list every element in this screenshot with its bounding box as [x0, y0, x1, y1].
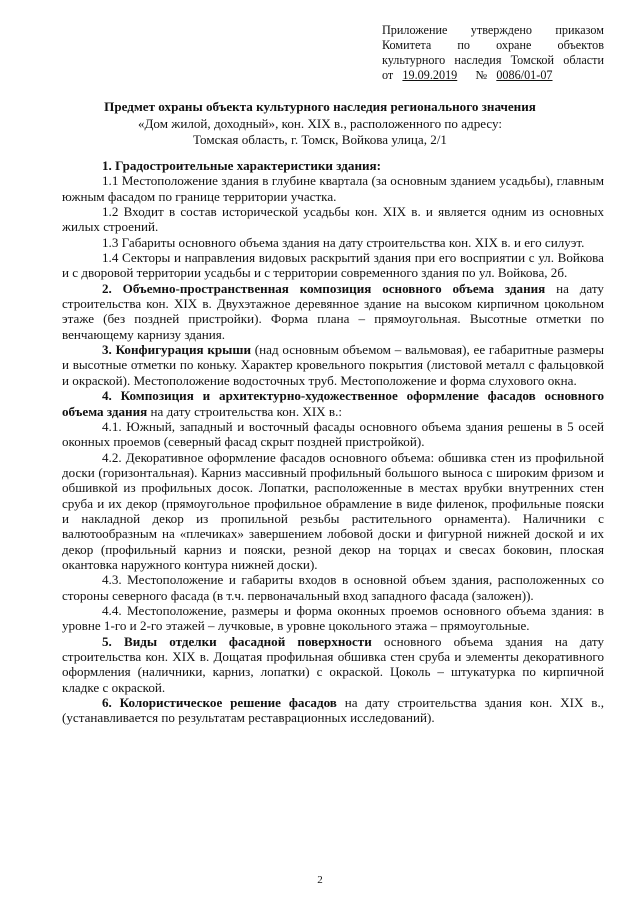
approval-number: 0086/01-07 — [496, 68, 553, 82]
paragraph-4-3: 4.3. Местоположение и габариты входов в основной объем здания, расположенных со стороны северного фасада (в т.ч. первоначальный вход западного фасада (заложен)). — [62, 572, 604, 603]
approval-line-4 — [382, 68, 604, 83]
section-6-text: на дату строительства здания кон. XIX в., (устанавливается по результатам реставрационных исследований). — [62, 695, 604, 726]
paragraph-4-4: 4.4. Местоположение, размеры и форма оконных проемов основного объема здания: в уровне 1-го и 2-го этажей – лучковые, в уровне цокольного этажа – прямоугольные. — [62, 602, 604, 634]
paragraph-1-2: 1.2 Входит в состав исторической усадьбы кон. XIX в. и является одним из основных жилых строений. — [62, 204, 604, 235]
approval-date: 19.09.2019 — [402, 68, 458, 82]
document-body — [62, 158, 604, 726]
paragraph-1-1: 1.1 Местоположение здания в глубине квартала (за основным зданием усадьбы), главным южным фасадом по границе территории участка. — [62, 173, 604, 204]
document-title — [60, 99, 580, 149]
section-3-heading: 3. Конфигурация крыши — [102, 342, 252, 358]
page-number: 2 — [317, 874, 323, 886]
section-6 — [62, 695, 604, 726]
title-line-2: «Дом жилой, доходный», кон. XIX в., расположенного по адресу: — [137, 115, 503, 131]
paragraph-4-2: 4.2. Декоративное оформление фасадов основного объема: обшивка стен из профильной доски (горизонтальная). Карниз массивный профильный большого выноса с широким фризом и обшивкой из профильных досок. Лопатки, расположенные в местах врубки внутренних стен сруба и их декор (прямоугольное профильное обрамление в виде филенок, профильные пояски и накладной декор из пропильной резьбы растительного орнамента). Наличники с валютообразным на «плечиках» завершением лобовой доски и фигурной нижней доской и их декор (профильный карниз и пояски, резной декор на торцах и свесах боковин, плоская окантовка наружного контура нижней доски). — [62, 449, 604, 572]
title-line-3: Томская область, г. Томск, Войкова улица, 2/1 — [193, 132, 447, 148]
section-5-heading: 5. Виды отделки фасадной поверхности — [102, 633, 372, 649]
section-4-heading: 4. Композиция и архитектурно-художественное оформление фасадов основного объема здания — [62, 388, 604, 419]
approval-line-1: Приложение утверждено приказом — [382, 23, 604, 37]
section-6-heading: 6. Колористическое решение фасадов — [102, 695, 337, 711]
approval-note — [382, 23, 604, 83]
section-5-text: основного объема здания на дату строительства кон. XIX в. Дощатая профильная обшивка стен сруба и элементы декоративного оформления (наличники, карниз, лопатки) с окраской. Цоколь – штукатурка по кирпичной кладке с окраской. — [62, 633, 605, 695]
approval-number-sign: № — [475, 68, 488, 82]
paragraph-1-4: 1.4 Секторы и направления видовых раскрытий здания при его восприятии с ул. Войкова и с дворовой территории усадьбы и с территории современного здания по ул. Войкова, 2б. — [62, 250, 604, 281]
section-1-heading: 1. Градостроительные характеристики здания: — [102, 158, 381, 173]
section-2 — [62, 281, 604, 342]
approval-from-label: от — [382, 68, 394, 82]
section-4 — [62, 388, 604, 419]
approval-line-2: Комитета по охране объектов — [382, 38, 604, 52]
title-line-1: Предмет охраны объекта культурного наследия регионального значения — [104, 99, 536, 114]
paragraph-1-3: 1.3 Габариты основного объема здания на дату строительства кон. XIX в. и его силуэт. — [102, 234, 585, 250]
section-2-text: на дату строительства кон. XIX в. Двухэтажное деревянное здание на высоком кирпичном цокольном этаже (без поздней пристройки). Форма плана – прямоугольная. Высотные отметки по венчающему карнизу здания. — [62, 280, 604, 342]
section-3 — [62, 342, 604, 388]
section-4-text: на дату строительства кон. XIX в.: — [147, 403, 343, 419]
paragraph-4-1: 4.1. Южный, западный и восточный фасады основного объема здания решены в 5 осей оконных проемов (северный фасад скрыт поздней пристройкой). — [62, 418, 604, 450]
section-5 — [62, 634, 604, 695]
section-3-text: (над основным объемом – вальмовая), ее габаритные размеры и высотные отметки по коньку. Характер кровельного покрытия (листовой металл с фальцовкой и окраской). Местоположение водосточных труб. Местоположение и форма слухового окна. — [62, 342, 604, 388]
approval-line-3: культурного наследия Томской области — [382, 53, 604, 67]
section-2-heading: 2. Объемно-пространственная композиция основного объема здания — [102, 280, 546, 296]
